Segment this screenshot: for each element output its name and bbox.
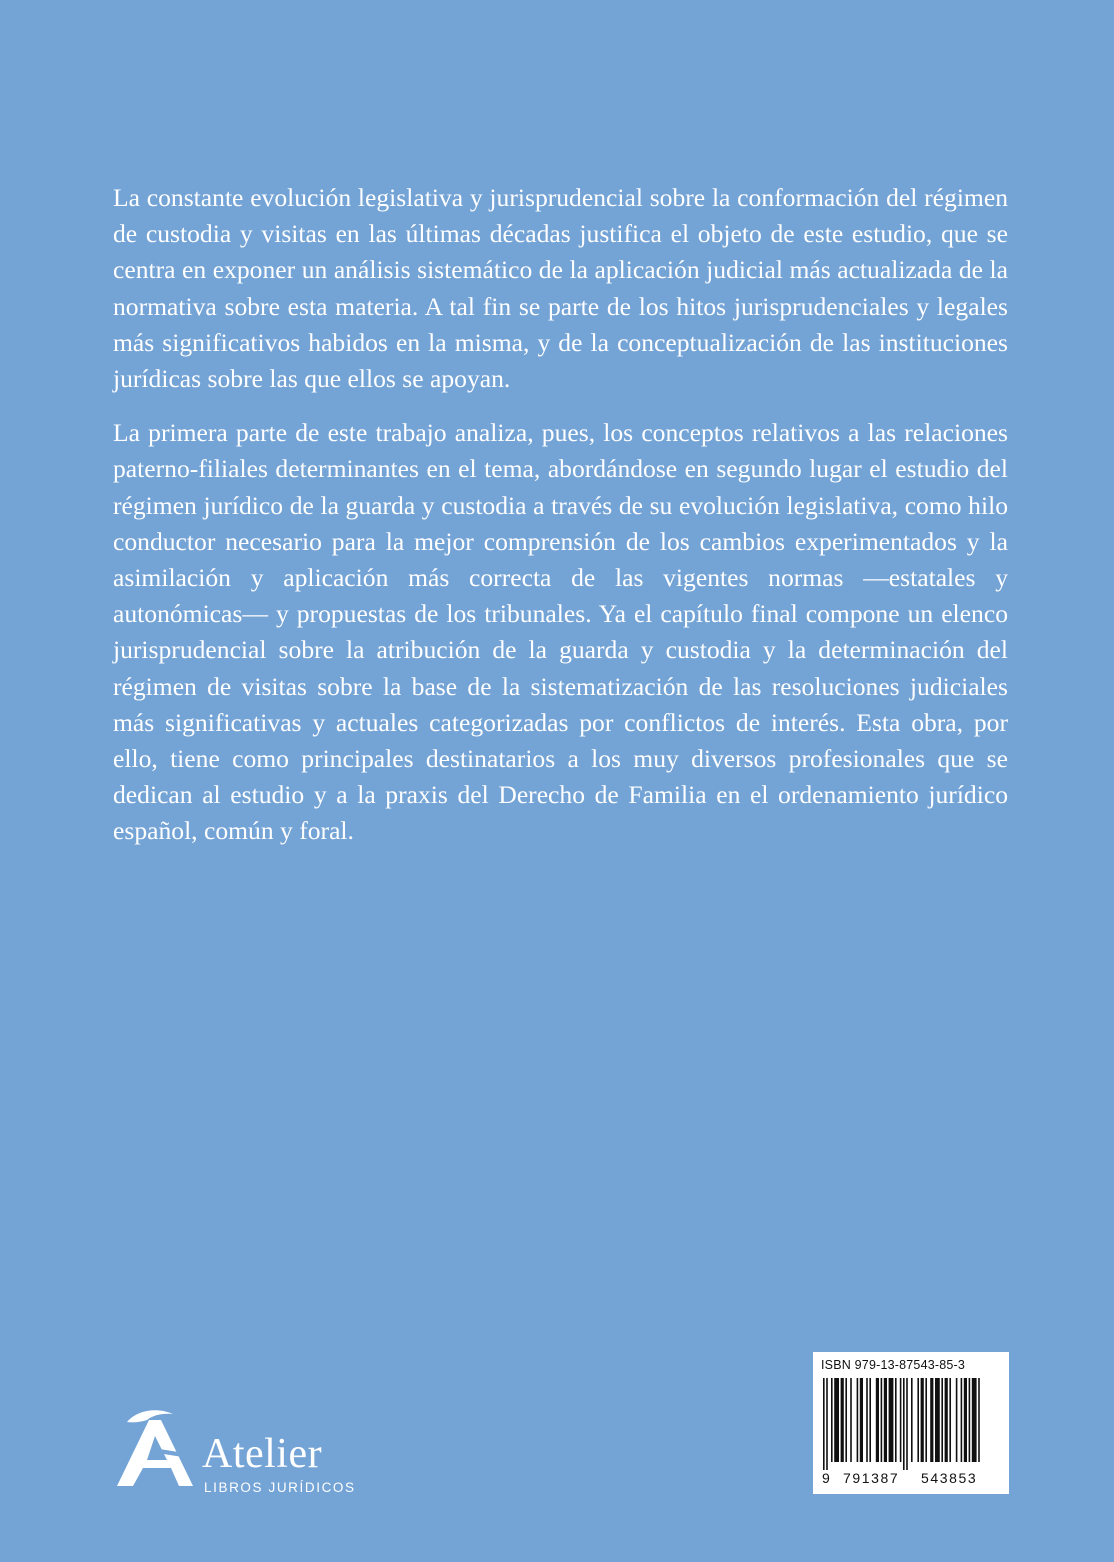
- barcode-bar: [925, 1378, 927, 1462]
- barcode-bar: [857, 1378, 859, 1462]
- barcode-bar: [930, 1378, 933, 1462]
- publisher-tagline: LIBROS JURÍDICOS: [204, 1480, 356, 1495]
- back-cover-blurb: [113, 180, 1008, 850]
- blurb-paragraph-2: La primera parte de este trabajo analiza, pues, los conceptos relativos a las relaciones paterno-filiales determinantes en el tema, abordándose en segundo lugar el estudio del régimen jurídico de la guarda y custodia a través de su evolución legislativa, como hilo conductor necesario para la mejor comprensión de los cambios experimentados y la asimilación y aplicación más correcta de las vigentes normas —estatales y autonómicas— y propuestas de los tribunales. Ya el capítulo final compone un elenco jurisprudencial sobre la atribución de la guarda y custodia y la determinación del régimen de visitas sobre la base de la sistematización de las resoluciones judiciales más significativas y actuales categorizadas por conflictos de interés. Esta obra, por ello, tiene como principales destinatarios a los muy diversos profesionales que se dedican al estudio y a la praxis del Derecho de Familia en el ordenamiento jurídico español, común y foral.: [113, 418, 1008, 846]
- barcode-bar: [903, 1378, 905, 1470]
- barcode-bar: [889, 1378, 894, 1462]
- barcode-bar: [945, 1378, 948, 1462]
- barcode-bar: [921, 1378, 924, 1462]
- barcode-bars: [821, 1378, 1001, 1470]
- barcode-bar: [860, 1378, 863, 1462]
- barcode-bar: [935, 1378, 940, 1462]
- barcode-bar: [900, 1378, 902, 1462]
- barcode-bar: [895, 1378, 897, 1462]
- barcode-bar: [949, 1378, 951, 1462]
- barcode-digits-right: 543853: [921, 1470, 978, 1486]
- barcode-bar: [917, 1378, 919, 1462]
- barcode-bar: [972, 1378, 977, 1462]
- barcode-digits: [813, 1470, 1009, 1488]
- barcode-bar: [906, 1378, 908, 1470]
- barcode-bar: [969, 1378, 971, 1462]
- barcode-bar: [876, 1378, 879, 1462]
- barcode-digits-left: 791387: [843, 1470, 900, 1486]
- barcode-bar: [826, 1378, 828, 1470]
- barcode-bar: [911, 1378, 913, 1462]
- barcode-bar: [841, 1378, 844, 1462]
- barcode-bar: [964, 1378, 967, 1462]
- barcode-bar: [941, 1378, 943, 1462]
- barcode-bar: [961, 1378, 963, 1462]
- barcode-bar: [866, 1378, 868, 1462]
- barcode-bar: [956, 1378, 958, 1462]
- blurb-paragraph-1: La constante evolución legislativa y jurisprudencial sobre la conformación del régimen de custodia y visitas en las últimas décadas justifica el objeto de este estudio, que se centra en exponer un análisis sistemático de la aplicación judicial más actualizada de la normativa sobre esta materia. A tal fin se parte de los hitos jurisprudenciales y legales más significativos habidos en la misma, y de la conceptualización de las instituciones jurídicas sobre las que ellos se apoyan.: [113, 183, 1008, 394]
- publisher-logo: [113, 1408, 363, 1508]
- isbn-barcode: [813, 1352, 1009, 1494]
- barcode-bar: [845, 1378, 847, 1462]
- stylized-letter-a-icon: [113, 1408, 199, 1494]
- barcode-digit-first: 9: [822, 1470, 830, 1486]
- barcode-bar: [831, 1378, 833, 1462]
- barcode-bar: [834, 1378, 839, 1462]
- barcode-bar: [881, 1378, 883, 1462]
- barcode-bar: [869, 1378, 871, 1462]
- publisher-name: Atelier: [202, 1431, 323, 1477]
- barcode-bar: [850, 1378, 852, 1462]
- barcode-bar: [978, 1378, 980, 1462]
- barcode-bar: [823, 1378, 825, 1470]
- isbn-label: ISBN 979-13-87543-85-3: [821, 1358, 966, 1372]
- barcode-bar: [884, 1378, 887, 1462]
